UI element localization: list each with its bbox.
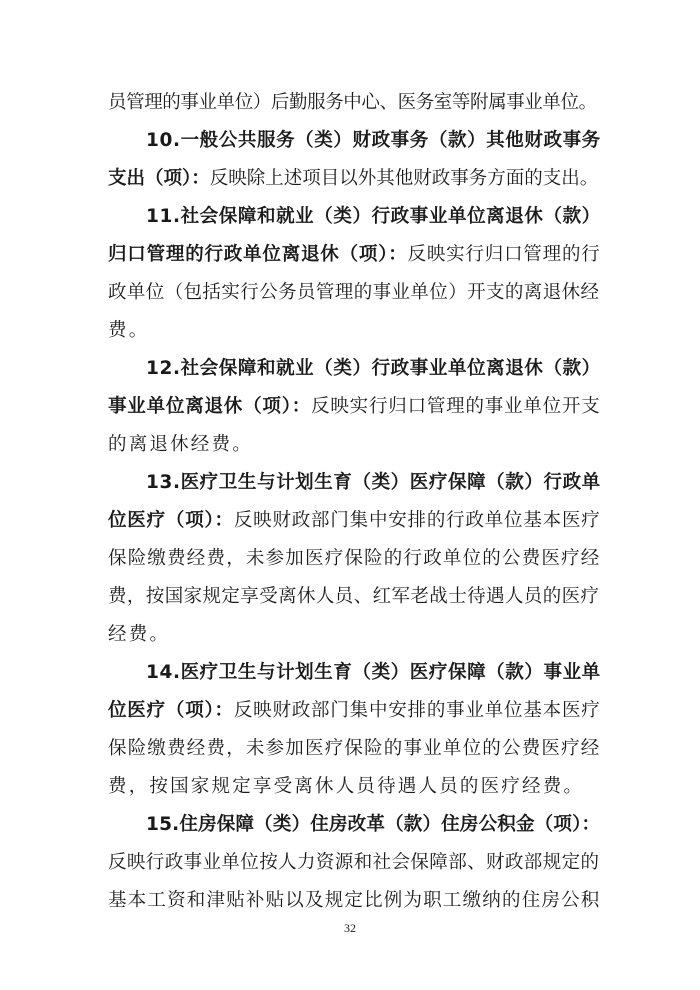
item-heading-line xyxy=(146,471,600,495)
text-line xyxy=(108,167,600,191)
line-text: 基本工资和津贴补贴以及规定比例为职工缴纳的住房公积 xyxy=(108,890,601,911)
line-text: 经费。 xyxy=(108,624,171,645)
text-line xyxy=(108,737,600,761)
text-line xyxy=(108,775,600,799)
text-line xyxy=(108,509,600,533)
item-heading: 12.社会保障和就业（类）行政事业单位离退休（款） xyxy=(146,358,601,379)
line-text: 员管理的事业单位）后勤服务中心、医务室等附属事业单位。 xyxy=(108,92,597,113)
item-heading: 归口管理的行政单位离退休（项）： xyxy=(108,244,408,265)
item-heading: 位医疗（项）： xyxy=(108,510,234,531)
line-text: 反映财政部门集中安排的事业单位基本医疗 xyxy=(233,700,601,721)
line-text: 政单位（包括实行公务员管理的事业单位）开支的离退休经 xyxy=(108,282,600,303)
line-text: 保险缴费经费，未参加医疗保险的行政单位的公费医疗经 xyxy=(108,548,601,569)
line-text: 的离退休经费。 xyxy=(108,434,253,455)
item-heading: 10.一般公共服务（类）财政事务（款）其他财政事务 xyxy=(146,130,601,151)
text-line xyxy=(108,547,600,571)
item-heading: 15.住房保障（类）住房改革（款）住房公积金（项）： xyxy=(146,814,601,835)
text-line xyxy=(108,395,600,419)
text-line xyxy=(108,889,600,913)
item-heading: 13.医疗卫生与计划生育（类）医疗保障（款）行政单 xyxy=(146,472,601,493)
page-number: 32 xyxy=(344,921,356,935)
line-text: 反映行政事业单位按人力资源和社会保障部、财政部规定的 xyxy=(108,852,600,873)
line-text: 费，按国家规定享受离休人员、红军老战士待遇人员的医疗 xyxy=(108,586,600,607)
line-text: 保险缴费经费，未参加医疗保险的事业单位的公费医疗经 xyxy=(108,738,601,759)
line-text: 反映实行归口管理的事业单位开支 xyxy=(311,396,601,417)
line-text: 反映除上述项目以外其他财政事务方面的支出。 xyxy=(209,168,599,189)
text-line xyxy=(108,585,600,609)
text-line xyxy=(108,319,600,343)
item-heading-line xyxy=(146,813,600,837)
text-line xyxy=(108,91,600,115)
text-line xyxy=(108,243,600,267)
text-line xyxy=(108,851,600,875)
item-heading-line xyxy=(146,661,600,685)
item-heading: 11.社会保障和就业（类）行政事业单位离退休（款） xyxy=(146,206,601,227)
item-heading-line xyxy=(146,357,600,381)
text-line xyxy=(108,623,600,647)
line-text: 费。 xyxy=(108,320,150,341)
item-heading: 14.医疗卫生与计划生育（类）医疗保障（款）事业单 xyxy=(146,662,601,683)
item-heading: 支出（项）： xyxy=(108,168,210,189)
item-heading-line xyxy=(146,205,600,229)
line-text: 反映财政部门集中安排的行政单位基本医疗 xyxy=(233,510,601,531)
line-text: 反映实行归口管理的行 xyxy=(407,244,601,265)
text-line xyxy=(108,281,600,305)
item-heading: 位医疗（项）： xyxy=(108,700,234,721)
text-line xyxy=(108,699,600,723)
item-heading-line xyxy=(146,129,600,153)
text-line xyxy=(108,433,600,457)
item-heading: 事业单位离退休（项）： xyxy=(108,396,312,417)
line-text: 费，按国家规定享受离休人员待遇人员的医疗经费。 xyxy=(108,776,585,797)
